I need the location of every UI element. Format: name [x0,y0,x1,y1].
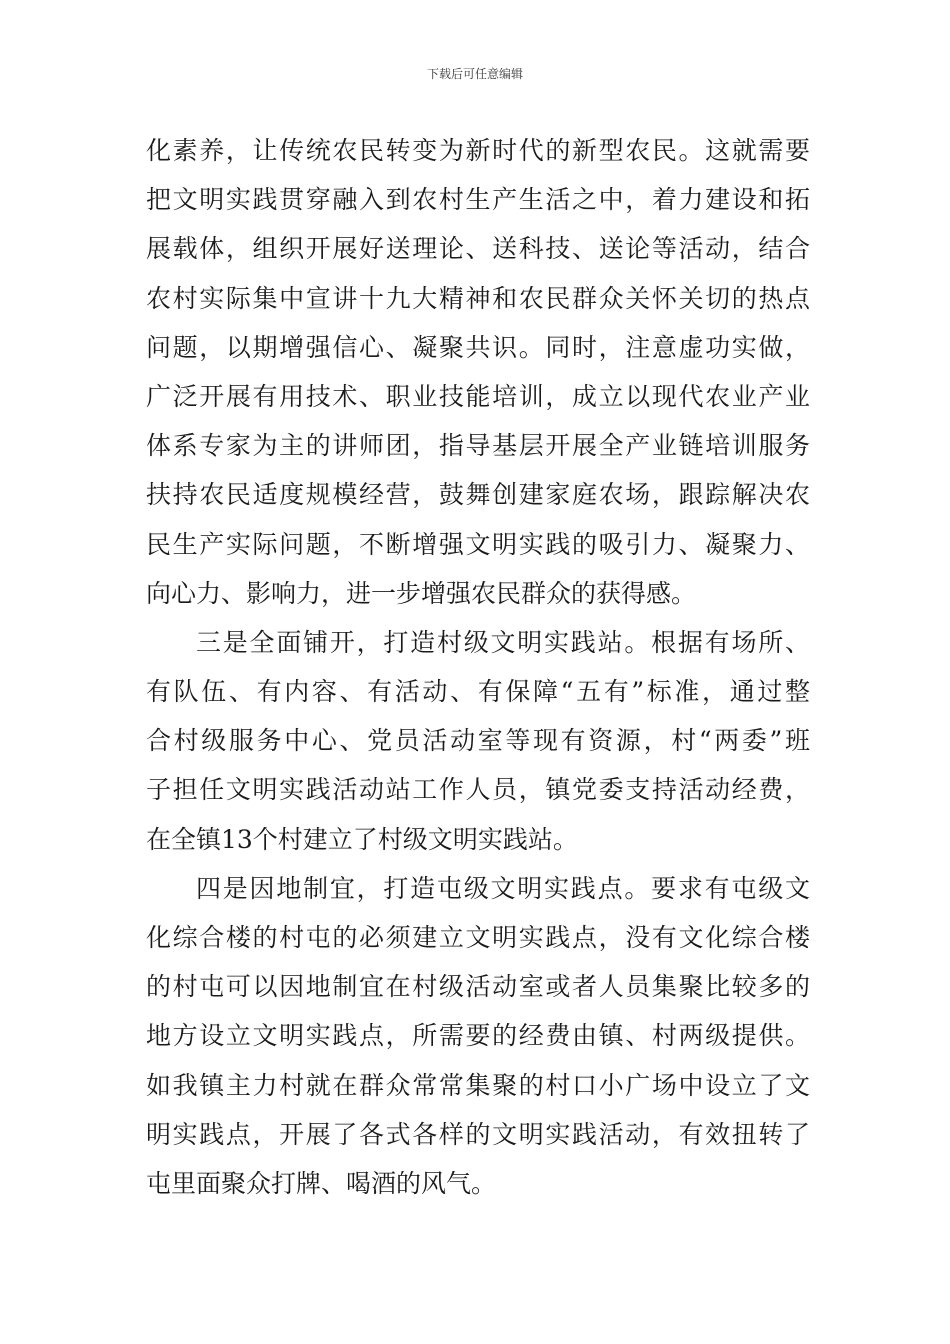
text-line: 体系专家为主的讲师团，指导基层开展全产业链培训服务 [146,431,810,461]
text-line: 四是因地制宜，打造屯级文明实践点。要求有屯级文 [196,873,810,903]
text-line: 把文明实践贯穿融入到农村生产生活之中，着力建设和拓 [146,185,810,215]
text-line: 合村级服务中心、党员活动室等现有资源，村“两委”班 [146,726,810,756]
paragraph-1 [146,126,810,618]
paragraph-3 [146,864,810,1208]
paragraph-2 [146,618,810,864]
page-header: 下载后可任意编辑 [426,67,523,81]
text-line: 农村实际集中宣讲十九大精神和农民群众关怀关切的热点 [146,283,810,313]
text-line: 地方设立文明实践点，所需要的经费由镇、村两级提供。 [146,1021,810,1051]
text-line: 三是全面铺开，打造村级文明实践站。根据有场所、 [196,627,810,657]
text-line: 在全镇13个村建立了村级文明实践站。 [146,824,578,854]
text-line: 明实践点，开展了各式各样的文明实践活动，有效扭转了 [146,1119,810,1149]
text-line: 化综合楼的村屯的必须建立文明实践点，没有文化综合楼 [146,923,810,952]
text-line: 扶持农民适度规模经营，鼓舞创建家庭农场，跟踪解决农 [146,480,810,510]
text-line: 广泛开展有用技术、职业技能培训，成立以现代农业产业 [146,381,810,411]
text-line: 有队伍、有内容、有活动、有保障“五有”标准，通过整 [146,677,810,707]
text-line: 问题，以期增强信心、凝聚共识。同时，注意虚功实做， [146,332,810,362]
text-line: 的村屯可以因地制宜在村级活动室或者人员集聚比较多的 [146,972,810,1002]
text-line: 民生产实际问题，不断增强文明实践的吸引力、凝聚力、 [146,529,810,559]
text-line: 子担任文明实践活动站工作人员，镇党委支持活动经费， [146,775,810,805]
document-body [146,126,810,1208]
text-line: 化素养，让传统农民转变为新时代的新型农民。这就需要 [146,136,810,165]
text-line: 展载体，组织开展好送理论、送科技、送论等活动，结合 [146,234,810,264]
text-line: 如我镇主力村就在群众常常集聚的村口小广场中设立了文 [146,1070,810,1100]
text-line: 向心力、影响力，进一步增强农民群众的获得感。 [146,578,697,608]
text-line: 屯里面聚众打牌、喝酒的风气。 [146,1168,497,1198]
